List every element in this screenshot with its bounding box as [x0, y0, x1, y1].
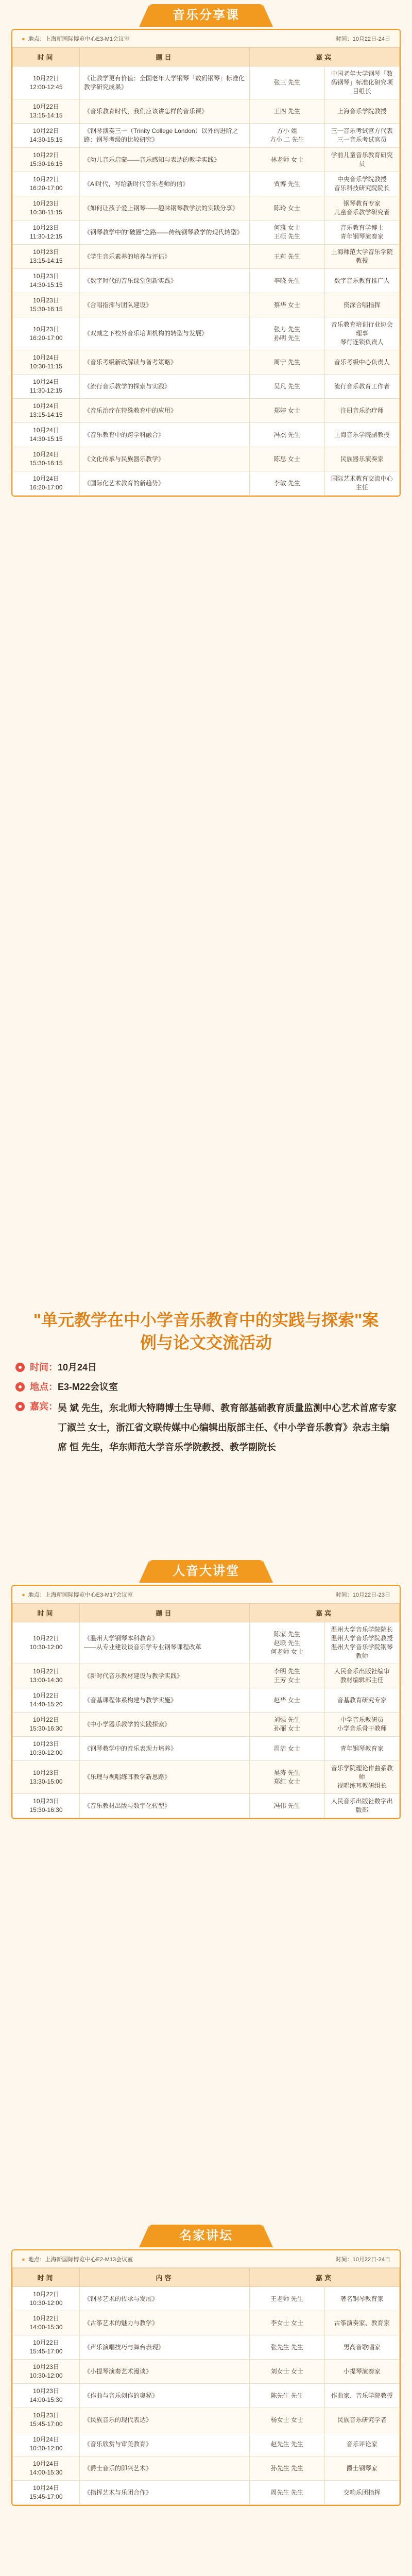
famous-lecture-time-range: 时间：10月22日-24日 — [335, 2256, 390, 2263]
row-guest: 何雅 女士 王硕 先生 — [250, 221, 325, 245]
row-guest: 林老师 女士 — [250, 148, 325, 172]
row-topic: 《中小学器乐教学的实践探索》 — [80, 1713, 250, 1737]
row-org: 小提琴演奏家 — [324, 2360, 400, 2384]
row-guest: 吴凡 先生 — [250, 375, 325, 399]
table-row — [13, 221, 400, 245]
famous-lecture-section — [0, 2221, 412, 2506]
row-time: 10月23日 14:30-15:15 — [13, 269, 80, 293]
row-guest: 孙先生 先生 — [250, 2456, 325, 2481]
row-topic: 《民族音乐的现代表达》 — [80, 2408, 250, 2432]
table-row — [13, 2408, 400, 2432]
row-guest: 冯伟 先生 — [250, 1794, 325, 1818]
row-guest: 冯杰 先生 — [250, 423, 325, 447]
pin-icon — [15, 1382, 25, 1392]
row-topic: 《音乐考级新政解读与备考策略》 — [80, 350, 250, 375]
lecture-hall-table-body — [13, 1622, 400, 1818]
row-time: 10月22日 16:20-17:00 — [13, 172, 80, 196]
row-topic: 《音乐教材出版与数字化转型》 — [80, 1794, 250, 1818]
row-org: 人民音乐出版社数字出版部 — [324, 1794, 400, 1818]
table-row — [13, 1713, 400, 1737]
row-guest: 蔡华 女士 — [250, 293, 325, 317]
row-time: 10月23日 15:45-17:00 — [13, 2408, 80, 2432]
header-guest: 嘉宾 — [250, 1604, 400, 1622]
table-row — [13, 148, 400, 172]
activity-time-value: 10月24日 — [58, 1362, 97, 1372]
pin-icon — [15, 1363, 25, 1372]
row-org: 流行音乐教育工作者 — [324, 375, 400, 399]
row-org: 数字音乐教育推广人 — [324, 269, 400, 293]
row-topic: 《声乐演唱技巧与舞台表现》 — [80, 2335, 250, 2360]
row-org: 音乐教育学博士 青年钢琴演奏家 — [324, 221, 400, 245]
lecture-hall-title: 人音大讲堂 — [149, 1560, 263, 1583]
header-guest: 嘉宾 — [250, 48, 400, 66]
table-row — [13, 172, 400, 196]
row-guest: 王莉 先生 — [250, 245, 325, 269]
activity-guest-line: 丁淑兰 女士，浙江省文联传媒中心编辑出版部主任、《中小学音乐教育》杂志主编 — [58, 1422, 389, 1433]
table-row — [13, 423, 400, 447]
famous-lecture-card — [11, 2249, 401, 2506]
row-org: 三一音乐考试官方代表 三一音乐考试官员 — [324, 124, 400, 148]
row-topic: 《幼儿音乐启蒙——音乐感知与表达的教学实践》 — [80, 148, 250, 172]
row-guest: 方小 姐 方小 二 先生 — [250, 124, 325, 148]
table-row — [13, 2456, 400, 2481]
row-org: 上海音乐学院副教授 — [324, 423, 400, 447]
row-time: 10月22日 10:30-12:00 — [13, 1622, 80, 1664]
row-org: 中央音乐学院教授 音乐科技研究院院长 — [324, 172, 400, 196]
row-topic: 《音乐欣赏与审美教育》 — [80, 2432, 250, 2456]
table-row — [13, 99, 400, 124]
row-guest: 王四 先生 — [250, 99, 325, 124]
header-time: 时间 — [13, 1604, 80, 1622]
famous-lecture-location — [22, 2255, 133, 2263]
music-sharing-table-body — [13, 66, 400, 496]
row-guest: 周宁 先生 — [250, 350, 325, 375]
row-org: 国际艺术教育交流中心主任 — [324, 471, 400, 496]
row-guest: 陈玲 女士 — [250, 196, 325, 221]
row-topic: 《音乐教育时代，我们应该讲怎样的音乐课》 — [80, 99, 250, 124]
location-dot-icon: ● — [22, 1591, 25, 1598]
row-guest: 陈思 女士 — [250, 447, 325, 471]
row-guest: 李明 先生 王芳 女士 — [250, 1664, 325, 1688]
table-row — [13, 2311, 400, 2335]
row-org: 学前儿童音乐教育研究员 — [324, 148, 400, 172]
row-topic: 《作曲与音乐创作的奥秘》 — [80, 2384, 250, 2408]
table-row — [13, 1794, 400, 1818]
famous-lecture-location-text: 地点：上海新国际博览中心E2-M13会议室 — [28, 2256, 133, 2263]
table-row — [13, 1688, 400, 1713]
row-time: 10月22日 15:30-16:30 — [13, 1713, 80, 1737]
activity-guest-list — [58, 1400, 397, 1455]
row-guest: 张三 先生 — [250, 66, 325, 99]
famous-lecture-title-wrap — [0, 2221, 412, 2249]
lecture-hall-location — [22, 1590, 133, 1599]
row-org: 青年钢琴教育家 — [324, 1737, 400, 1761]
row-time: 10月22日 14:00-15:30 — [13, 2311, 80, 2335]
row-time: 10月24日 14:30-15:15 — [13, 423, 80, 447]
music-sharing-info-bar — [12, 30, 400, 47]
music-sharing-section — [0, 0, 412, 497]
activity-time-label: 时间： — [30, 1362, 58, 1372]
lecture-hall-location-text: 地点：上海新国际博览中心E3-M17会议室 — [28, 1591, 133, 1598]
table-row — [13, 317, 400, 350]
row-org: 民族器乐演奏家 — [324, 447, 400, 471]
famous-lecture-table-body — [13, 2287, 400, 2505]
row-org: 爵士钢琴家 — [324, 2456, 400, 2481]
activity-guest-line: 吴 斌 先生，东北师大特聘博士生导师、教育部基础教育质量监测中心艺术首席专家 — [58, 1403, 397, 1413]
table-row — [13, 66, 400, 99]
row-guest: 李敏 先生 — [250, 471, 325, 496]
row-topic: 《钢琴教学中的"破圈"之路——传统钢琴教学的现代转型》 — [80, 221, 250, 245]
activity-section — [0, 1309, 412, 1455]
row-org: 音基教育研究专家 — [324, 1688, 400, 1713]
row-topic: 《音乐治疗在特殊教育中的应用》 — [80, 399, 250, 423]
row-time: 10月22日 14:40-15:20 — [13, 1688, 80, 1713]
row-time: 10月22日 12:00-12:45 — [13, 66, 80, 99]
table-row — [13, 399, 400, 423]
row-topic: 《乐理与视唱练耳教学新思路》 — [80, 1761, 250, 1794]
activity-place-label: 地点： — [30, 1382, 58, 1392]
pin-icon — [15, 1402, 25, 1411]
row-org: 上海音乐学院教授 — [324, 99, 400, 124]
table-row — [13, 471, 400, 496]
row-topic: 《新时代音乐教材建设与教学实践》 — [80, 1664, 250, 1688]
row-time: 10月24日 11:30-12:15 — [13, 375, 80, 399]
row-time: 10月24日 14:00-15:30 — [13, 2456, 80, 2481]
music-sharing-title: 音乐分享课 — [149, 4, 263, 27]
row-time: 10月24日 10:30-11:15 — [13, 350, 80, 375]
lecture-hall-info-bar — [12, 1586, 400, 1603]
header-topic: 内容 — [80, 2268, 250, 2287]
music-sharing-location — [22, 35, 130, 43]
activity-place-row — [0, 1381, 412, 1393]
row-time: 10月23日 13:15-14:15 — [13, 245, 80, 269]
activity-time-row — [0, 1361, 412, 1374]
header-time: 时间 — [13, 2268, 80, 2287]
table-row — [13, 2384, 400, 2408]
row-guest: 赵先生 先生 — [250, 2432, 325, 2456]
row-guest: 王老师 先生 — [250, 2287, 325, 2311]
row-time: 10月23日 10:30-12:00 — [13, 1737, 80, 1761]
row-time: 10月24日 15:45-17:00 — [13, 2481, 80, 2505]
row-topic: 《钢琴演奏三一（Trinity College London）以外的进阶之路：钢琴考级的比较研究》 — [80, 124, 250, 148]
row-guest: 杨女士 女士 — [250, 2408, 325, 2432]
row-topic: 《钢琴艺术的传承与发展》 — [80, 2287, 250, 2311]
row-guest: 陈家 先生 赵联 先生 何老师 女士 — [250, 1622, 325, 1664]
row-topic: 《音乐教育中的跨学科融合》 — [80, 423, 250, 447]
row-guest: 陈先生 先生 — [250, 2384, 325, 2408]
lecture-hall-card — [11, 1585, 401, 1819]
table-row — [13, 1664, 400, 1688]
row-org: 民族音乐研究学者 — [324, 2408, 400, 2432]
lecture-hall-time-range: 时间：10月22日-23日 — [335, 1591, 390, 1598]
row-topic: 《古筝艺术的魅力与教学》 — [80, 2311, 250, 2335]
row-topic: 《温州大学钢琴本科教育》 ——从专业建设谈音乐学专业钢琴课程改革 — [80, 1622, 250, 1664]
row-topic: 《指挥艺术与乐团合作》 — [80, 2481, 250, 2505]
row-topic: 《文化传承与民族器乐教学》 — [80, 447, 250, 471]
table-row — [13, 2481, 400, 2505]
row-topic: 《音基课程体系构建与教学实施》 — [80, 1688, 250, 1713]
row-guest: 郑婷 女士 — [250, 399, 325, 423]
row-guest: 周洁 女士 — [250, 1737, 325, 1761]
row-time: 10月22日 13:00-14:30 — [13, 1664, 80, 1688]
activity-guest-row — [0, 1400, 412, 1455]
table-row — [13, 245, 400, 269]
row-topic: 《钢琴教学中的音乐表现力培养》 — [80, 1737, 250, 1761]
lecture-hall-title-wrap — [0, 1556, 412, 1585]
row-guest: 刘女士 女士 — [250, 2360, 325, 2384]
row-time: 10月22日 13:15-14:15 — [13, 99, 80, 124]
row-guest: 周先生 先生 — [250, 2481, 325, 2505]
famous-lecture-info-bar — [12, 2250, 400, 2268]
row-time: 10月23日 13:30-15:00 — [13, 1761, 80, 1794]
header-topic: 题目 — [80, 48, 250, 66]
row-org: 注册音乐治疗师 — [324, 399, 400, 423]
row-topic: 《如何让孩子爱上钢琴——趣味钢琴教学法的实践分享》 — [80, 196, 250, 221]
row-time: 10月22日 15:30-16:15 — [13, 148, 80, 172]
row-org: 中国老年大学钢琴「数码钢琴」标准化研究项目组长 — [324, 66, 400, 99]
table-row — [13, 124, 400, 148]
row-topic: 《小提琴演奏艺术漫谈》 — [80, 2360, 250, 2384]
row-topic: 《爵士音乐的即兴艺术》 — [80, 2456, 250, 2481]
row-time: 10月23日 11:30-12:15 — [13, 221, 80, 245]
row-time: 10月22日 10:30-12:00 — [13, 2287, 80, 2311]
header-time: 时间 — [13, 48, 80, 66]
music-sharing-table — [12, 47, 400, 496]
table-row — [13, 447, 400, 471]
row-time: 10月22日 14:30-15:15 — [13, 124, 80, 148]
header-guest: 嘉宾 — [250, 2268, 400, 2287]
row-guest: 李女士 女士 — [250, 2311, 325, 2335]
table-row — [13, 2360, 400, 2384]
table-row — [13, 2287, 400, 2311]
table-row — [13, 269, 400, 293]
location-dot-icon: ● — [22, 36, 25, 42]
row-guest: 张先生 先生 — [250, 2335, 325, 2360]
row-guest: 刘强 先生 孙丽 女士 — [250, 1713, 325, 1737]
row-org: 作曲家、音乐学院教授 — [324, 2384, 400, 2408]
row-org: 男高音歌唱家 — [324, 2335, 400, 2360]
row-org: 资深合唱指挥 — [324, 293, 400, 317]
table-row — [13, 1737, 400, 1761]
music-sharing-title-wrap — [0, 0, 412, 29]
music-sharing-time-range: 时间：10月22日-24日 — [335, 36, 390, 42]
row-time: 10月23日 15:30-16:30 — [13, 1794, 80, 1818]
row-guest: 李晓 先生 — [250, 269, 325, 293]
row-time: 10月24日 16:20-17:00 — [13, 471, 80, 496]
row-org: 音乐教育培训行业协会理事 琴行连锁负责人 — [324, 317, 400, 350]
table-row — [13, 1761, 400, 1794]
row-org: 古筝演奏家、教育家 — [324, 2311, 400, 2335]
famous-lecture-title: 名家讲坛 — [149, 2225, 263, 2247]
row-topic: 《学生音乐素养的培养与评估》 — [80, 245, 250, 269]
row-time: 10月23日 16:20-17:00 — [13, 317, 80, 350]
row-topic: 《合唱指挥与团队建设》 — [80, 293, 250, 317]
row-topic: 《让教学更有价值：全国老年大学钢琴「数码钢琴」标准化教学研究成果》 — [80, 66, 250, 99]
row-org: 交响乐团指挥 — [324, 2481, 400, 2505]
table-row — [13, 293, 400, 317]
famous-lecture-table — [12, 2268, 400, 2505]
row-org: 音乐考级中心负责人 — [324, 350, 400, 375]
row-org: 上海师范大学音乐学院教授 — [324, 245, 400, 269]
table-row — [13, 375, 400, 399]
row-org: 音乐学院理论作曲系教师 视唱练耳教研组长 — [324, 1761, 400, 1794]
activity-title: "单元教学在中小学音乐教育中的实践与探索"案例与论文交流活动 — [33, 1311, 379, 1352]
row-time: 10月23日 14:00-15:30 — [13, 2384, 80, 2408]
row-time: 10月24日 13:15-14:15 — [13, 399, 80, 423]
table-row — [13, 2432, 400, 2456]
row-org: 著名钢琴教育家 — [324, 2287, 400, 2311]
row-time: 10月24日 10:30-12:00 — [13, 2432, 80, 2456]
row-topic: 《国际化艺术教育的新趋势》 — [80, 471, 250, 496]
music-sharing-location-text: 地点：上海新国际博览中心E3-M1会议室 — [28, 36, 130, 42]
activity-guest-label: 嘉宾： — [30, 1401, 58, 1412]
row-org: 钢琴教育专家 儿童音乐教学研究者 — [324, 196, 400, 221]
location-dot-icon: ● — [22, 2256, 25, 2263]
table-row — [13, 1622, 400, 1664]
activity-place-value: E3-M22会议室 — [58, 1382, 118, 1392]
row-time: 10月22日 15:45-17:00 — [13, 2335, 80, 2360]
table-row — [13, 350, 400, 375]
activity-guest-line: 席 恒 先生，华东师范大学音乐学院教授、教学副院长 — [58, 1442, 276, 1452]
lecture-hall-table — [12, 1603, 400, 1818]
row-org: 音乐评论家 — [324, 2432, 400, 2456]
row-time: 10月23日 10:30-11:15 — [13, 196, 80, 221]
table-row — [13, 2335, 400, 2360]
row-time: 10月24日 15:30-16:15 — [13, 447, 80, 471]
row-topic: 《流行音乐教学的探索与实践》 — [80, 375, 250, 399]
row-org: 人民音乐出版社编审 教材编辑部主任 — [324, 1664, 400, 1688]
row-topic: 《数字时代的音乐课堂创新实践》 — [80, 269, 250, 293]
lecture-hall-section — [0, 1556, 412, 1819]
header-topic: 题目 — [80, 1604, 250, 1622]
row-time: 10月23日 15:30-16:15 — [13, 293, 80, 317]
row-org: 中学音乐教研员 小学音乐骨干教师 — [324, 1713, 400, 1737]
row-guest: 贾博 先生 — [250, 172, 325, 196]
row-time: 10月23日 10:30-12:00 — [13, 2360, 80, 2384]
music-sharing-card — [11, 29, 401, 497]
row-topic: 《双减之下校外音乐培训机构的转型与发展》 — [80, 317, 250, 350]
row-guest: 吴涛 先生 郑红 女士 — [250, 1761, 325, 1794]
table-row — [13, 196, 400, 221]
row-topic: 《AI时代，写给新时代音乐老师的信》 — [80, 172, 250, 196]
row-guest: 赵华 女士 — [250, 1688, 325, 1713]
row-guest: 张力 先生 孙明 先生 — [250, 317, 325, 350]
row-org: 温州大学音乐学院院长 温州大学音乐学院教授 温州大学音乐学院钢琴教师 — [324, 1622, 400, 1664]
